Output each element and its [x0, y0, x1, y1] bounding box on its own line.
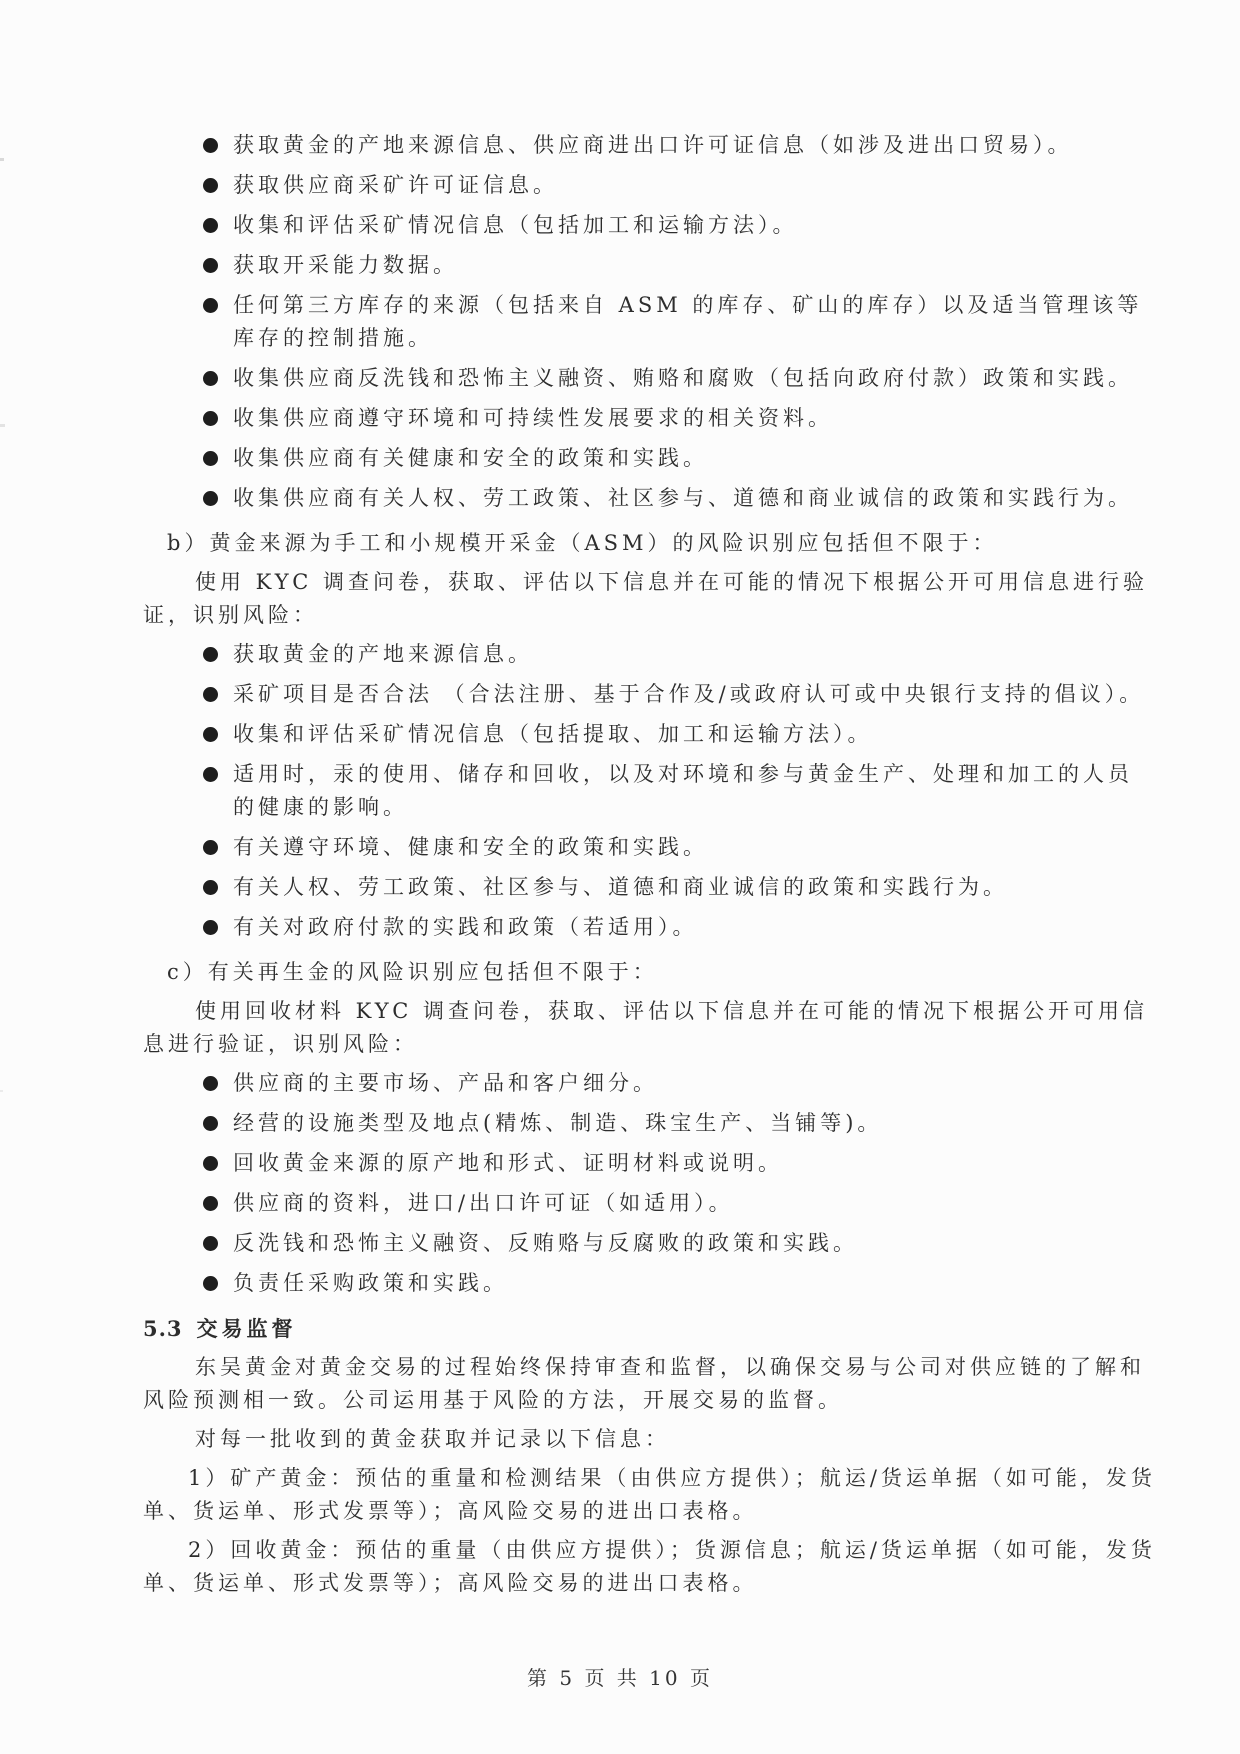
item-line: 获取黄金的产地来源信息。 — [233, 642, 533, 666]
list-item — [143, 442, 1173, 475]
paragraph-line: 使用回收材料 KYC 调查问卷，获取、评估以下信息并在可能的情况下根据公开可用信 — [195, 999, 1149, 1023]
item-line: 收集和评估采矿情况信息（包括加工和运输方法）。 — [233, 213, 798, 237]
list-item — [143, 1187, 1173, 1220]
list-item — [143, 289, 1173, 355]
item-line: 回收黄金来源的原产地和形式、证明材料或说明。 — [233, 1151, 783, 1175]
bullet-icon — [203, 491, 218, 506]
item-line: 收集供应商有关健康和安全的政策和实践。 — [233, 446, 708, 470]
page-number: 第 5 页 共 10 页 — [527, 1666, 713, 1690]
bullet-list-mined-gold — [143, 129, 1173, 515]
bullet-icon — [203, 138, 218, 153]
paragraph — [143, 1351, 1173, 1417]
paragraph — [143, 995, 1173, 1061]
paragraph — [143, 566, 1173, 632]
item-line: 负责任采购政策和实践。 — [233, 1271, 508, 1295]
item-line: 库存的控制措施。 — [233, 326, 433, 350]
list-item — [143, 249, 1173, 282]
list-item — [143, 1067, 1173, 1100]
paragraph-line: 1）矿产黄金：预估的重量和检测结果（由供应方提供）；航运/货运单据（如可能，发货 — [188, 1466, 1156, 1490]
item-line: 反洗钱和恐怖主义融资、反贿赂与反腐败的政策和实践。 — [233, 1231, 858, 1255]
page-footer — [0, 1662, 1240, 1691]
item-line: 供应商的资料，进口/出口许可证（如适用）。 — [233, 1191, 734, 1215]
bullet-icon — [203, 178, 218, 193]
bullet-icon — [203, 647, 218, 662]
item-line: 获取供应商采矿许可证信息。 — [233, 173, 558, 197]
bullet-icon — [203, 258, 218, 273]
list-item — [143, 1267, 1173, 1300]
bullet-list-recycled-gold — [143, 1067, 1173, 1300]
section-heading — [143, 1312, 1173, 1345]
section-number: 5.3 — [143, 1316, 183, 1341]
section-title: 交易监督 — [196, 1316, 297, 1341]
list-item — [143, 638, 1173, 671]
bullet-icon — [203, 1276, 218, 1291]
bullet-list-asm-gold — [143, 638, 1173, 944]
list-item — [143, 758, 1173, 824]
scan-artifact — [0, 158, 4, 161]
bullet-icon — [203, 880, 218, 895]
bullet-icon — [203, 411, 218, 426]
paragraph — [143, 1462, 1173, 1528]
item-line: 供应商的主要市场、产品和客户细分。 — [233, 1071, 658, 1095]
item-line: 收集和评估采矿情况信息（包括提取、加工和运输方法）。 — [233, 722, 873, 746]
list-item — [143, 362, 1173, 395]
item-line: 收集供应商有关人权、劳工政策、社区参与、道德和商业诚信的政策和实践行为。 — [233, 486, 1133, 510]
list-item — [143, 911, 1173, 944]
list-item — [143, 209, 1173, 242]
paragraph-line: 对每一批收到的黄金获取并记录以下信息： — [195, 1427, 670, 1451]
list-item — [143, 1107, 1173, 1140]
list-item — [143, 831, 1173, 864]
paragraph-line: 单、货运单、形式发票等）；高风险交易的进出口表格。 — [143, 1571, 758, 1595]
item-line: 获取开采能力数据。 — [233, 253, 458, 277]
bullet-icon — [203, 920, 218, 935]
item-line: 获取黄金的产地来源信息、供应商进出口许可证信息（如涉及进出口贸易）。 — [233, 133, 1073, 157]
list-item — [143, 482, 1173, 515]
bullet-icon — [203, 371, 218, 386]
bullet-icon — [203, 687, 218, 702]
list-item — [143, 1147, 1173, 1180]
paragraph-line: 东吴黄金对黄金交易的过程始终保持审查和监督，以确保交易与公司对供应链的了解和 — [195, 1355, 1145, 1379]
bullet-icon — [203, 1116, 218, 1131]
paragraph-line: 2）回收黄金：预估的重量（由供应方提供）；货源信息；航运/货运单据（如可能，发货 — [188, 1538, 1156, 1562]
subsection-heading-b: b）黄金来源为手工和小规模开采金（ASM）的风险识别应包括但不限于： — [167, 531, 998, 555]
item-line: 经营的设施类型及地点(精炼、制造、珠宝生产、当铺等)。 — [233, 1111, 883, 1135]
bullet-icon — [203, 451, 218, 466]
paragraph — [143, 1423, 1173, 1456]
bullet-icon — [203, 767, 218, 782]
paragraph-line: 风险预测相一致。公司运用基于风险的方法，开展交易的监督。 — [143, 1388, 843, 1412]
item-line: 有关人权、劳工政策、社区参与、道德和商业诚信的政策和实践行为。 — [233, 875, 1008, 899]
bullet-icon — [203, 298, 218, 313]
paragraph — [143, 1534, 1173, 1600]
paragraph-line: 证，识别风险： — [143, 603, 318, 627]
bullet-icon — [203, 840, 218, 855]
item-line: 采矿项目是否合法 （合法注册、基于合作及/或政府认可或中央银行支持的倡议）。 — [233, 682, 1145, 706]
list-item — [143, 678, 1173, 711]
item-line: 收集供应商反洗钱和恐怖主义融资、贿赂和腐败（包括向政府付款）政策和实践。 — [233, 366, 1133, 390]
paragraph-line: 单、货运单、形式发票等）；高风险交易的进出口表格。 — [143, 1499, 758, 1523]
bullet-icon — [203, 1076, 218, 1091]
scan-artifact — [0, 424, 5, 427]
item-line: 有关遵守环境、健康和安全的政策和实践。 — [233, 835, 708, 859]
bullet-icon — [203, 1236, 218, 1251]
list-item — [143, 402, 1173, 435]
item-line: 适用时，汞的使用、储存和回收，以及对环境和参与黄金生产、处理和加工的人员 — [233, 762, 1133, 786]
page-content — [143, 123, 1173, 1600]
subsection-heading-c: c）有关再生金的风险识别应包括但不限于： — [167, 960, 658, 984]
list-item — [143, 129, 1173, 162]
bullet-icon — [203, 727, 218, 742]
list-item — [143, 871, 1173, 904]
item-line: 有关对政府付款的实践和政策（若适用）。 — [233, 915, 698, 939]
paragraph-line: 息进行验证，识别风险： — [143, 1032, 418, 1056]
paragraph-line: 使用 KYC 调查问卷，获取、评估以下信息并在可能的情况下根据公开可用信息进行验 — [195, 570, 1149, 594]
bullet-icon — [203, 1196, 218, 1211]
bullet-icon — [203, 218, 218, 233]
list-item — [143, 1227, 1173, 1260]
scan-artifact — [0, 1090, 3, 1092]
bullet-icon — [203, 1156, 218, 1171]
item-line: 收集供应商遵守环境和可持续性发展要求的相关资料。 — [233, 406, 833, 430]
item-line: 任何第三方库存的来源（包括来自 ASM 的库存、矿山的库存）以及适当管理该等 — [233, 293, 1143, 317]
list-item — [143, 169, 1173, 202]
item-line: 的健康的影响。 — [233, 795, 408, 819]
list-item — [143, 718, 1173, 751]
